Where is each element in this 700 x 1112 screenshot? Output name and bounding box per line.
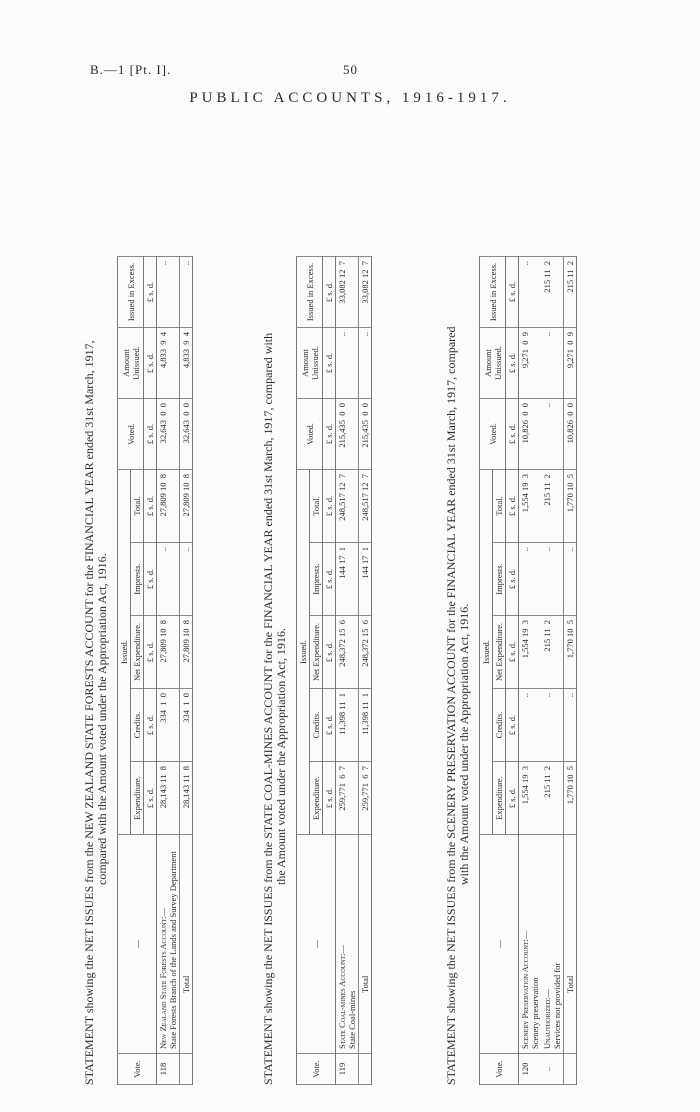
issued-in-excess-value: 215 11 2 — [564, 257, 577, 328]
col-voted: Voted. — [118, 399, 144, 470]
net-expenditure-value: 1,770 10 5 — [564, 616, 577, 689]
statement-title — [83, 85, 109, 1085]
col-issued-in-excess: Issued in Excess. — [480, 257, 506, 328]
currency-label: £ s. d. — [323, 328, 336, 399]
amount-unissued-value: .. — [359, 328, 372, 399]
imprests-value: .. — [180, 543, 193, 616]
statement-title-line2: compared with the Amount voted under the Appropriation Act, 1916. — [95, 553, 109, 885]
vote-number: 119 — [336, 1054, 359, 1085]
row-description — [336, 835, 359, 1054]
statement-state-forests — [83, 85, 193, 1085]
amount-unissued-value: 9,271 0 9 — [519, 328, 542, 399]
voted-value: 10,826 0 0 — [519, 399, 542, 470]
statement-title — [262, 85, 288, 1085]
table-row — [157, 257, 180, 1085]
col-amount-unissued: Amount Unissued. — [118, 328, 144, 399]
account-name: Unauthorized:— — [542, 989, 552, 1049]
currency-label: £ s. d. — [144, 762, 157, 835]
imprests-value: .. — [157, 543, 180, 616]
credits-value: .. — [519, 689, 542, 762]
col-credits: Credits. — [493, 689, 506, 762]
vote-number — [359, 1054, 372, 1085]
total-value: 1,770 10 5 — [564, 470, 577, 543]
row-description — [541, 835, 564, 1054]
col-amount-unissued: Amount Unissued. — [480, 328, 506, 399]
total-label: Total — [180, 835, 193, 1054]
amount-unissued-value: .. — [336, 328, 359, 399]
total-value: 27,809 10 8 — [157, 470, 180, 543]
statement-table — [296, 256, 372, 1085]
statement-title-line1: STATEMENT showing the NET ISSUES from the SCENERY PRESERVATION ACCOUNT for the FINANCIAL YEAR ended 31st March, 1917, compared — [444, 326, 458, 1085]
total-row — [564, 257, 577, 1085]
voted-value: 32,643 0 0 — [180, 399, 193, 470]
col-vote: Vote. — [480, 1054, 519, 1085]
col-issued-group: Issued. — [118, 470, 131, 835]
amount-unissued-value: 4,833 9 4 — [180, 328, 193, 399]
total-value: 27,809 10 8 — [180, 470, 193, 543]
col-voted: Voted. — [297, 399, 323, 470]
vote-number: 120 — [519, 1054, 542, 1085]
col-net-expenditure: Net Expenditure. — [131, 616, 144, 689]
statement-state-coal-mines — [262, 85, 372, 1085]
col-credits: Credits. — [131, 689, 144, 762]
account-name: Scenery Preservation Account:— — [520, 930, 530, 1049]
col-expenditure: Expenditure. — [310, 762, 323, 835]
currency-label: £ s. d. — [506, 543, 519, 616]
col-total: Total. — [310, 470, 323, 543]
currency-label: £ s. d. — [144, 328, 157, 399]
statement-table — [117, 256, 193, 1085]
currency-label: £ s. d. — [144, 616, 157, 689]
currency-label: £ s. d. — [323, 399, 336, 470]
col-amount-unissued: Amount Unissued. — [297, 328, 323, 399]
imprests-value: 144 17 1 — [359, 543, 372, 616]
currency-label: £ s. d. — [144, 257, 157, 328]
total-value: 248,517 12 7 — [359, 470, 372, 543]
imprests-value: 144 17 1 — [336, 543, 359, 616]
table-row — [336, 257, 359, 1085]
header-reference: B.—1 [Pt. I]. — [90, 62, 172, 77]
col-issued-group: Issued. — [297, 470, 310, 835]
col-issued-group: Issued. — [480, 470, 493, 835]
statement-title-line1: STATEMENT showing the NET ISSUES from the NEW ZEALAND STATE FORESTS ACCOUNT for the FINANCIAL YEAR ended 31st March, 1917, — [82, 340, 96, 1085]
credits-value: 334 1 0 — [180, 689, 193, 762]
currency-label: £ s. d. — [144, 470, 157, 543]
table-row — [541, 257, 564, 1085]
currency-label: £ s. d. — [323, 257, 336, 328]
currency-label: £ s. d. — [144, 689, 157, 762]
row-description — [519, 835, 542, 1054]
item-description: Scenery preservation — [530, 977, 540, 1049]
currency-label: £ s. d. — [506, 257, 519, 328]
voted-value: .. — [541, 399, 564, 470]
currency-label: £ s. d. — [144, 543, 157, 616]
col-total: Total. — [131, 470, 144, 543]
statement-title-line2: with the Amount voted under the Appropriation Act, 1916. — [457, 603, 471, 885]
col-expenditure: Expenditure. — [131, 762, 144, 835]
imprests-value: .. — [564, 543, 577, 616]
col-vote: Vote. — [118, 1054, 157, 1085]
total-value: 248,517 12 7 — [336, 470, 359, 543]
currency-label: £ s. d. — [323, 762, 336, 835]
currency-label: £ s. d. — [144, 399, 157, 470]
net-expenditure-value: 215 11 2 — [541, 616, 564, 689]
col-imprests: Imprests. — [493, 543, 506, 616]
row-description — [157, 835, 180, 1054]
expenditure-value: 28,143 11 8 — [180, 762, 193, 835]
net-expenditure-value: 27,809 10 8 — [180, 616, 193, 689]
statement-title — [445, 85, 471, 1085]
page-title: PUBLIC ACCOUNTS, 1916-1917. — [189, 90, 511, 106]
voted-value: 215,435 0 0 — [336, 399, 359, 470]
issued-in-excess-value: .. — [519, 257, 542, 328]
net-expenditure-value: 248,372 15 6 — [359, 616, 372, 689]
issued-in-excess-value: .. — [157, 257, 180, 328]
issued-in-excess-value: .. — [180, 257, 193, 328]
currency-label: £ s. d. — [506, 616, 519, 689]
currency-label: £ s. d. — [323, 616, 336, 689]
table-row — [519, 257, 542, 1085]
col-imprests: Imprests. — [310, 543, 323, 616]
col-vote: Vote. — [297, 1054, 336, 1085]
credits-value: .. — [541, 689, 564, 762]
total-label: Total — [359, 835, 372, 1054]
expenditure-value: 28,143 11 8 — [157, 762, 180, 835]
voted-value: 215,435 0 0 — [359, 399, 372, 470]
statement-table — [479, 256, 577, 1085]
vote-number — [180, 1054, 193, 1085]
total-label: Total — [564, 835, 577, 1054]
amount-unissued-value: 9,271 0 9 — [564, 328, 577, 399]
amount-unissued-value: 4,833 9 4 — [157, 328, 180, 399]
account-name: State Coal-mines Account:— — [337, 945, 347, 1049]
expenditure-value: 1,554 19 3 — [519, 762, 542, 835]
currency-label: £ s. d. — [323, 689, 336, 762]
total-value: 1,554 19 3 — [519, 470, 542, 543]
credits-value: .. — [564, 689, 577, 762]
vote-number: .. — [541, 1054, 564, 1085]
currency-label: £ s. d. — [323, 470, 336, 543]
page-number: 50 — [343, 62, 358, 77]
col-description: — — [297, 835, 336, 1054]
credits-value: 334 1 0 — [157, 689, 180, 762]
statement-title-line1: STATEMENT showing the NET ISSUES from the STATE COAL-MINES ACCOUNT for the FINANCIAL YEAR ended 31st March, 1917, compared with — [261, 332, 275, 1085]
expenditure-value: 215 11 2 — [541, 762, 564, 835]
item-description: Services not provided for — [552, 962, 562, 1049]
net-expenditure-value: 27,809 10 8 — [157, 616, 180, 689]
voted-value: 10,826 0 0 — [564, 399, 577, 470]
item-description: State Forests Branch of the Lands and Survey Department — [168, 851, 178, 1049]
col-net-expenditure: Net Expenditure. — [310, 616, 323, 689]
currency-label: £ s. d. — [506, 470, 519, 543]
account-name: New Zealand State Forests Account:— — [158, 908, 168, 1049]
voted-value: 32,643 0 0 — [157, 399, 180, 470]
vote-number: 118 — [157, 1054, 180, 1085]
total-row — [359, 257, 372, 1085]
statement-title-line2: the Amount voted under the Appropriation Act, 1916. — [274, 628, 288, 885]
imprests-value: .. — [519, 543, 542, 616]
issued-in-excess-value: 33,082 12 7 — [336, 257, 359, 328]
col-expenditure: Expenditure. — [493, 762, 506, 835]
col-imprests: Imprests. — [131, 543, 144, 616]
currency-label: £ s. d. — [323, 543, 336, 616]
col-issued-in-excess: Issued in Excess. — [118, 257, 144, 328]
item-description: State Coal-mines — [347, 990, 357, 1049]
col-credits: Credits. — [310, 689, 323, 762]
issued-in-excess-value: 33,082 12 7 — [359, 257, 372, 328]
total-row — [180, 257, 193, 1085]
credits-value: 11,398 11 1 — [336, 689, 359, 762]
currency-label: £ s. d. — [506, 399, 519, 470]
currency-label: £ s. d. — [506, 762, 519, 835]
vote-number — [564, 1054, 577, 1085]
imprests-value: .. — [541, 543, 564, 616]
expenditure-value: 1,770 10 5 — [564, 762, 577, 835]
col-description: — — [118, 835, 157, 1054]
col-voted: Voted. — [480, 399, 506, 470]
currency-label: £ s. d. — [506, 328, 519, 399]
total-value: 215 11 2 — [541, 470, 564, 543]
amount-unissued-value: .. — [541, 328, 564, 399]
col-total: Total. — [493, 470, 506, 543]
issued-in-excess-value: 215 11 2 — [541, 257, 564, 328]
net-expenditure-value: 1,554 19 3 — [519, 616, 542, 689]
col-description: — — [480, 835, 519, 1054]
net-expenditure-value: 248,372 15 6 — [336, 616, 359, 689]
currency-label: £ s. d. — [506, 689, 519, 762]
credits-value: 11,398 11 1 — [359, 689, 372, 762]
col-issued-in-excess: Issued in Excess. — [297, 257, 323, 328]
expenditure-value: 259,771 6 7 — [336, 762, 359, 835]
statement-scenery-preservation — [445, 85, 577, 1085]
col-net-expenditure: Net Expenditure. — [493, 616, 506, 689]
expenditure-value: 259,771 6 7 — [359, 762, 372, 835]
